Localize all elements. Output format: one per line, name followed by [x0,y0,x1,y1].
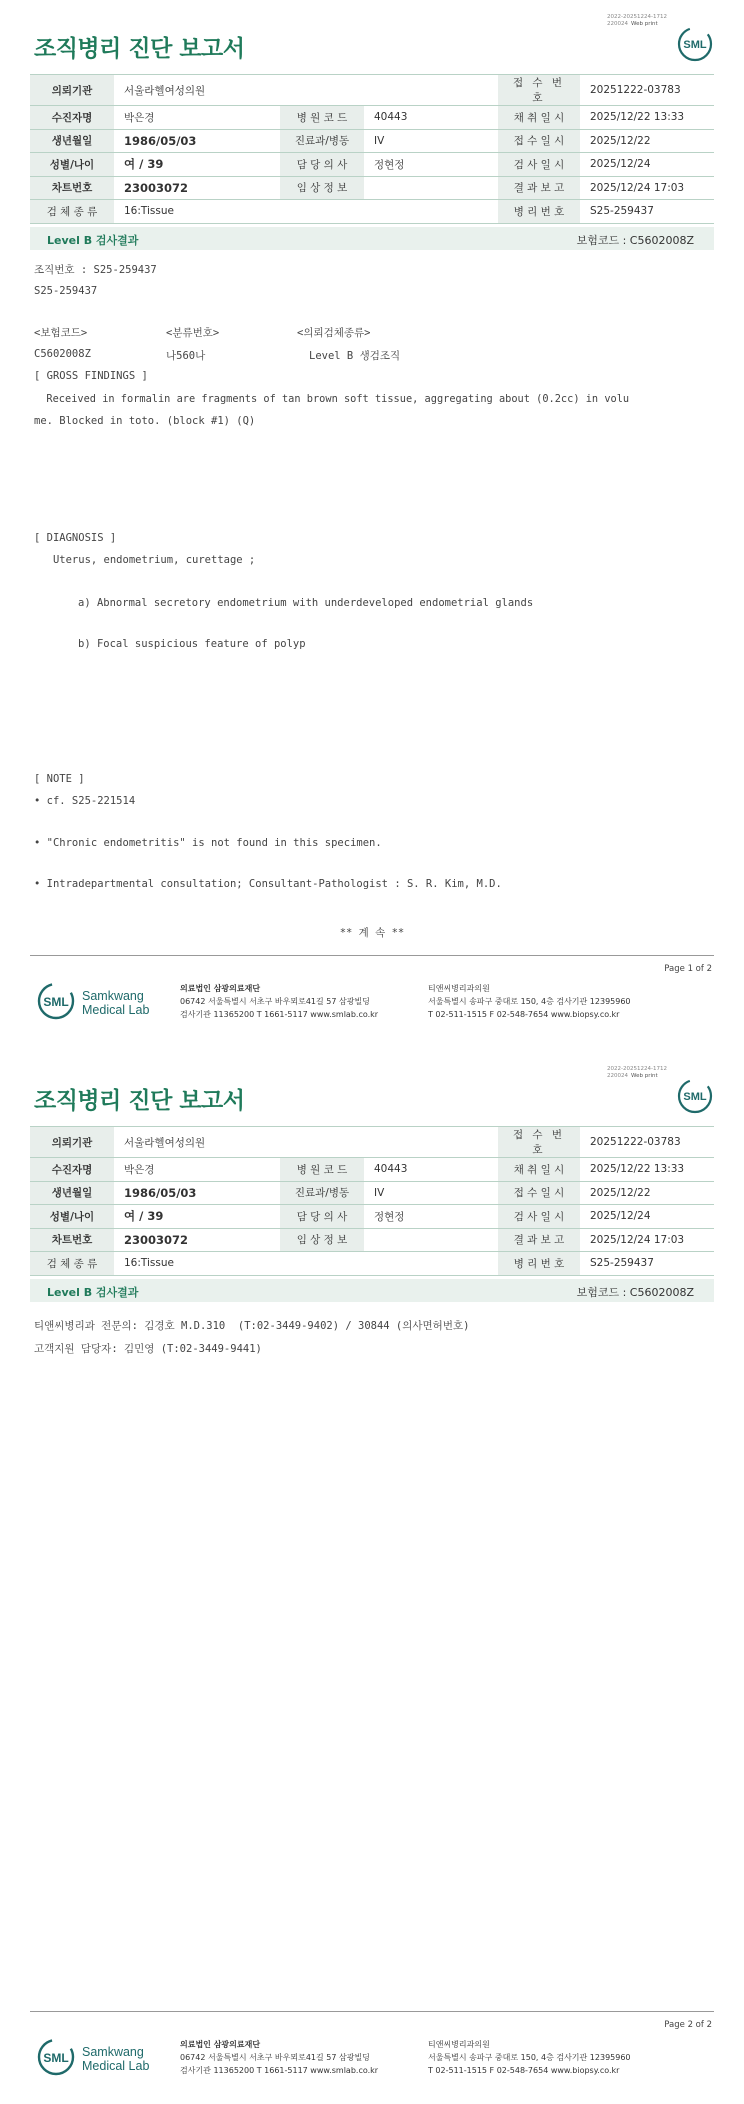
info-row: 성별/나이 여 / 39 담 당 의 사 정현정 검 사 일 시 2025/12/24 [30,153,714,177]
print-meta: 2022-20251224-1712 220024 Web print [607,1066,667,1079]
info-row: 수진자명 박은경 병 원 코 드 40443 채 취 일 시 2025/12/22 13:33 [30,106,714,130]
diagnosis-item: a) Abnormal secretory endometrium with underdeveloped endometrial glands [78,597,534,609]
sml-logo-icon [677,1078,713,1114]
info-row: 차트번호 23003072 임 상 정 보 결 과 보 고 2025/12/24 17:03 [30,176,714,200]
page-number: Page 2 of 2 [664,2020,712,2030]
pathologist-line: 티앤씨병리과 전문의: 김경호 M.D.310 (T:02-3449-9402) / 30844 (의사면허번호) [34,1320,470,1332]
footer-clinic-info: 티앤씨병리과의원 서울특별시 송파구 중대로 150, 4층 검사기관 12395960 T 02-511-1515 F 02-548-7654 www.biopsy.co.kr [428,984,631,1019]
footer-divider [30,2011,714,2012]
report-title: 조직병리 진단 보고서 [34,1088,245,1114]
patient-info-table [30,1126,714,1276]
info-row: 검 체 종 류 16:Tissue 병 리 번 호 S25-259437 [30,1252,714,1276]
svg-text:SML: SML [43,995,69,1009]
footer-lab-info: 의료법인 삼광의료재단 06742 서울특별시 서초구 바우뫼로41길 57 삼광빌딩 검사기관 11365200 T 1661-5117 www.smlab.co.kr [180,984,379,1019]
diagnosis-item: b) Focal suspicious feature of polyp [78,638,306,650]
col-header-class: <분류번호> [166,327,220,339]
gross-findings-title: [ GROSS FINDINGS ] [34,370,148,382]
svg-text:SML: SML [683,39,707,51]
continued-marker: ** 계 속 ** [339,927,405,939]
footer-divider [30,955,714,956]
samkwang-logo: SML Samkwang Medical Lab [36,981,156,1025]
result-bar: Level B 검사결과 보험코드 : C5602008Z [30,227,714,250]
patient-info-table [30,74,714,224]
info-row: 성별/나이 여 / 39 담 당 의 사 정현정 검 사 일 시 2025/12/24 [30,1205,714,1229]
tissue-number: 조직번호 : S25-259437 [34,264,157,276]
info-row: 의뢰기관 서울라헬여성의원 접 수 번 호 20251222-03783 [30,1127,714,1158]
report-page-2 [0,1052,744,2104]
sml-logo-icon [36,981,76,1021]
info-row: 생년월일 1986/05/03 진료과/병동 IV 접 수 일 시 2025/12/22 [30,129,714,153]
sml-logo-icon [36,2037,76,2077]
report-title: 조직병리 진단 보고서 [34,36,245,62]
info-row: 차트번호 23003072 임 상 정 보 결 과 보 고 2025/12/24 17:03 [30,1228,714,1252]
note-item: • Intradepartmental consultation; Consultant-Pathologist : S. R. Kim, M.D. [34,878,502,890]
note-title: [ NOTE ] [34,773,85,785]
tissue-number-2: S25-259437 [34,285,98,297]
col-header-insurance: <보험코드> [34,327,88,339]
sml-logo-icon [677,26,713,62]
note-item: • cf. S25-221514 [34,795,136,807]
info-row: 검 체 종 류 16:Tissue 병 리 번 호 S25-259437 [30,200,714,224]
diagnosis-title: [ DIAGNOSIS ] [34,532,117,544]
footer-clinic-info: 티앤씨병리과의원 서울특별시 송파구 중대로 150, 4층 검사기관 12395960 T 02-511-1515 F 02-548-7654 www.biopsy.co.kr [428,2040,631,2075]
col-value-specimen: Level B 생검조직 [309,350,401,362]
samkwang-logo: SML Samkwang Medical Lab [36,2037,156,2081]
info-row: 수진자명 박은경 병 원 코 드 40443 채 취 일 시 2025/12/22 13:33 [30,1158,714,1182]
footer-lab-info: 의료법인 삼광의료재단 06742 서울특별시 서초구 바우뫼로41길 57 삼광빌딩 검사기관 11365200 T 1661-5117 www.smlab.co.kr [180,2040,379,2075]
support-contact-line: 고객지원 담당자: 김민영 (T:02-3449-9441) [34,1343,262,1355]
gross-findings-line: me. Blocked in toto. (block #1) (Q) [34,415,256,427]
result-bar: Level B 검사결과 보험코드 : C5602008Z [30,1279,714,1302]
gross-findings-line: Received in formalin are fragments of tan brown soft tissue, aggregating about (0.2cc) in volu [34,393,630,405]
diagnosis-site: Uterus, endometrium, curettage ; [34,554,256,566]
svg-text:SML: SML [43,2051,69,2065]
info-row: 생년월일 1986/05/03 진료과/병동 IV 접 수 일 시 2025/12/22 [30,1181,714,1205]
col-value-insurance: C5602008Z [34,348,91,360]
page-number: Page 1 of 2 [664,964,712,974]
col-header-specimen: <의뢰검체종류> [297,327,371,339]
info-row: 의뢰기관 서울라헬여성의원 접 수 번 호 20251222-03783 [30,75,714,106]
svg-text:SML: SML [683,1091,707,1103]
col-value-class: 나560나 [166,350,206,362]
print-meta: 2022-20251224-1712 220024 Web print [607,14,667,27]
note-item: • "Chronic endometritis" is not found in this specimen. [34,837,382,849]
